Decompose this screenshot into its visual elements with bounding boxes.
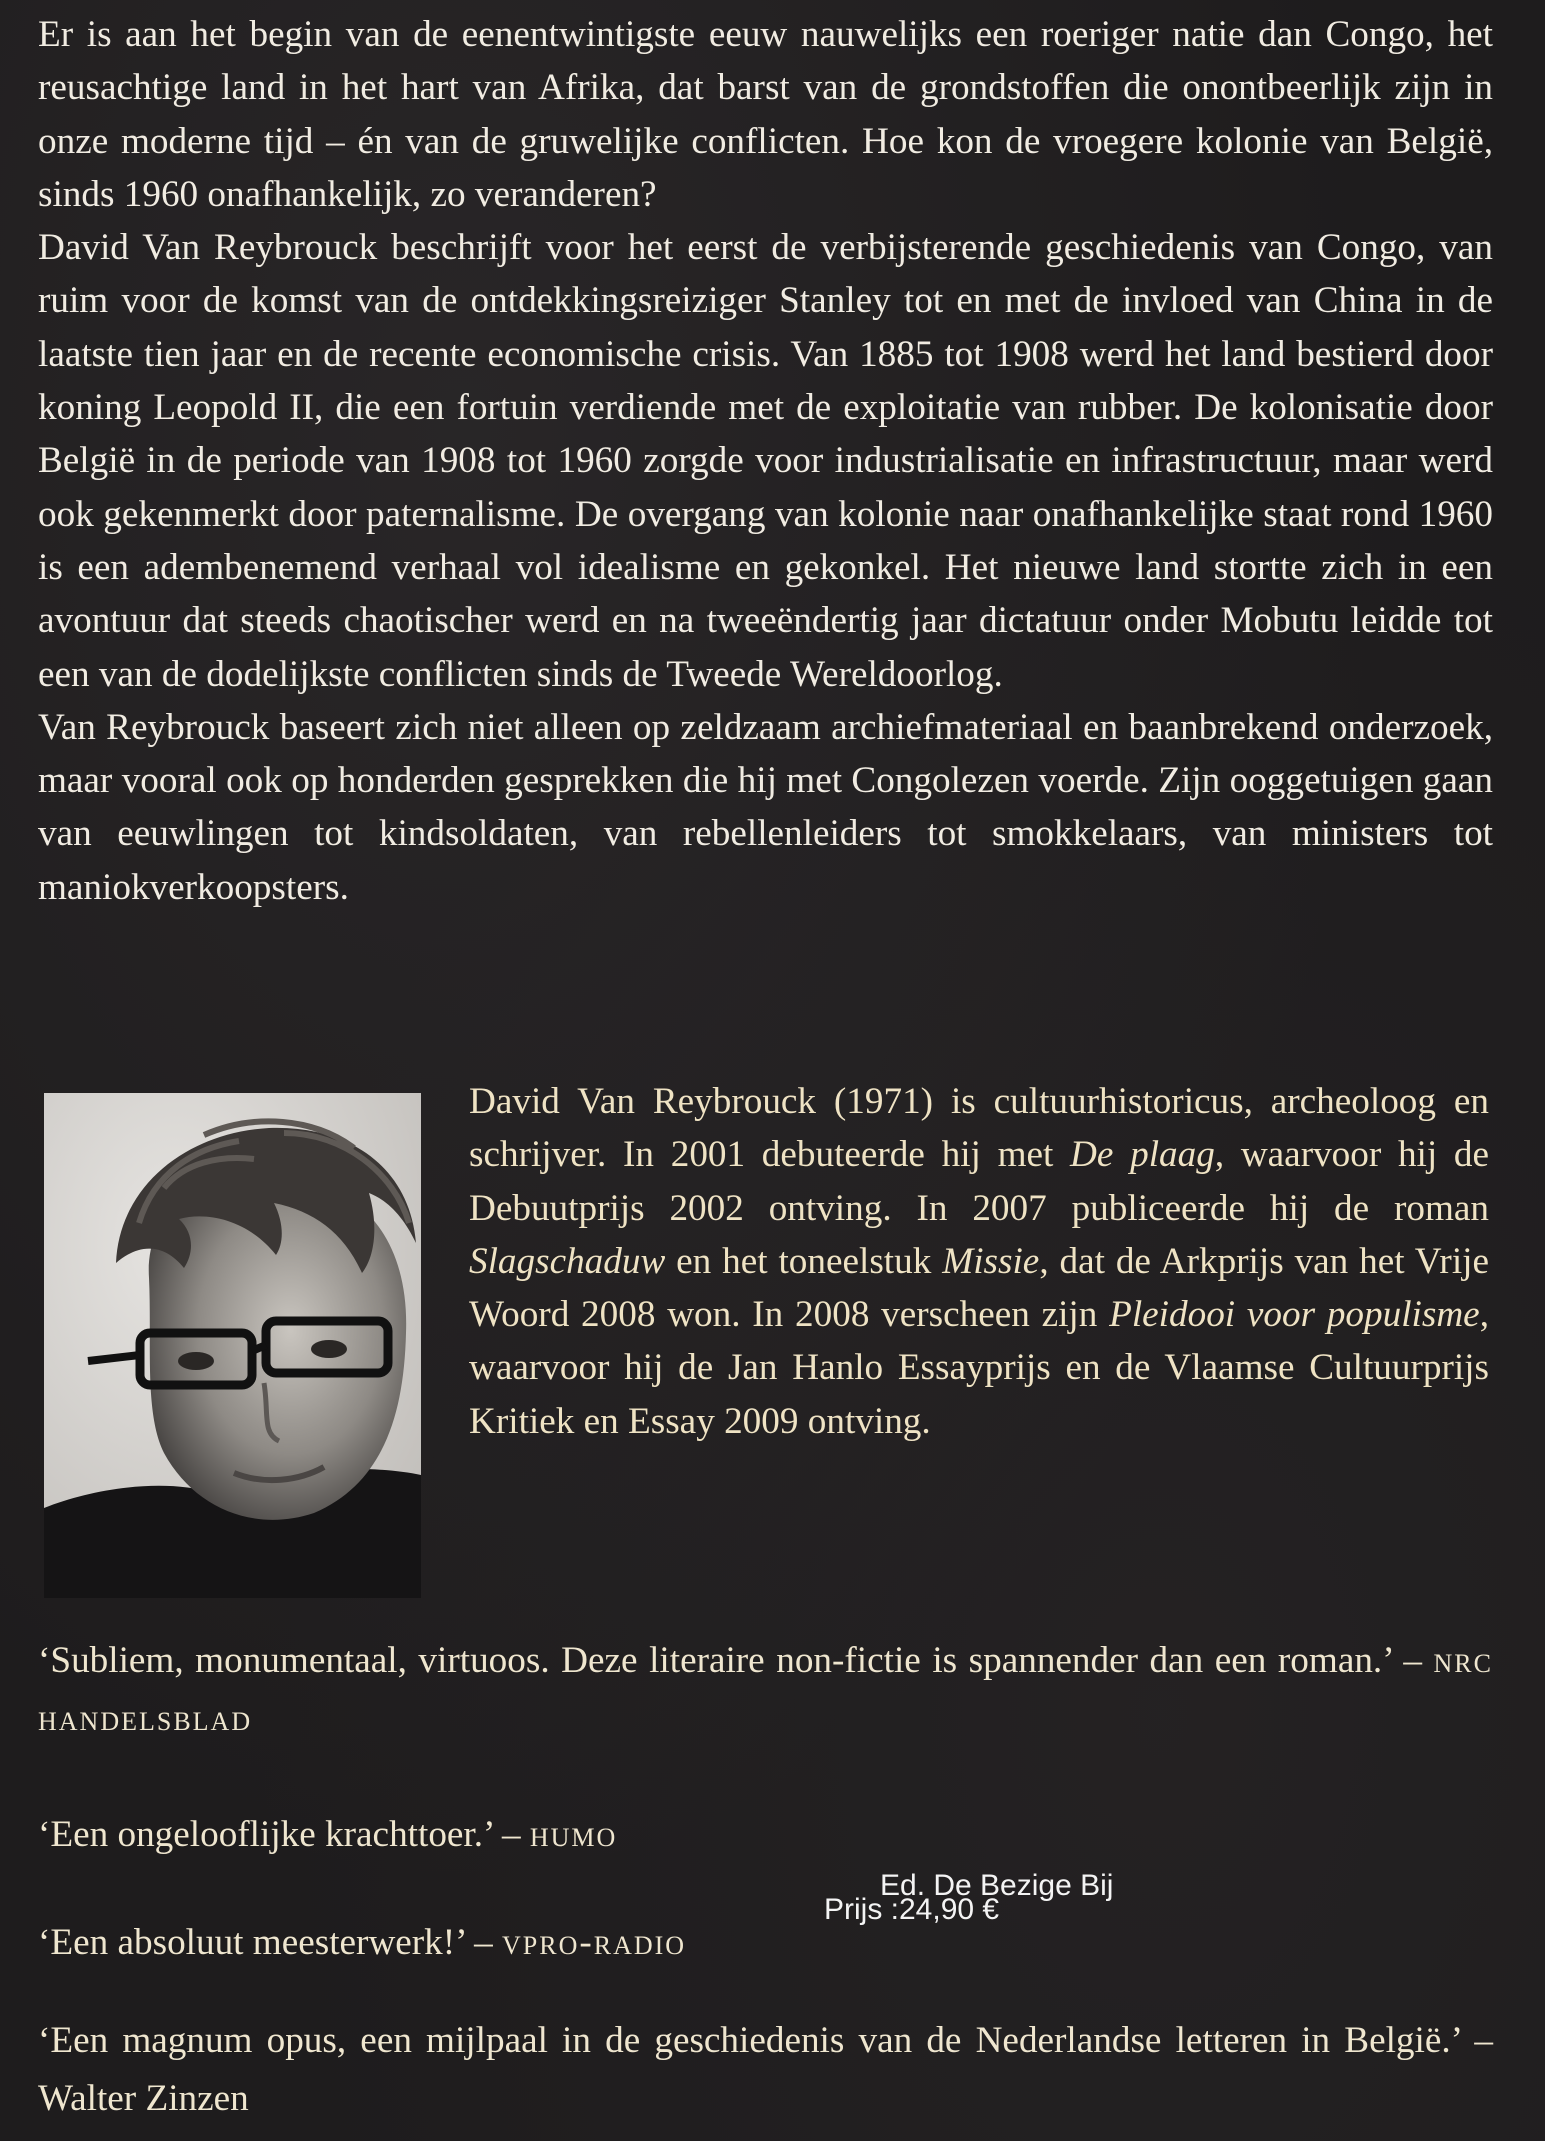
quote-source: humo xyxy=(529,1814,618,1855)
price-sticker-text: Prijs :24,90 € xyxy=(824,1893,1000,1926)
review-quote-1 xyxy=(38,1632,1493,1748)
publisher-sticker-text: Ed. De Bezige Bij xyxy=(880,1869,1114,1902)
quote-text: ‘Een absoluut meesterwerk!’ – xyxy=(38,1922,502,1963)
play-title-missie: Missie xyxy=(942,1240,1040,1282)
bio-text-1: David Van Reybrouck (1971) is cultuurhistoricus, archeoloog en schrijver. In 2001 debuteerde hij met xyxy=(469,1081,1489,1176)
quote-source: vpro-radio xyxy=(501,1922,687,1963)
blurb-paragraph-2: David Van Reybrouck beschrijft voor het eerst de verbijsterende geschiedenis van Congo, van ruim voor de komst van de ontdekkingsreiziger Stanley tot en met de invloed van China in de laatste tien jaar en de recente economische crisis. Van 1885 tot 1908 werd het land bestierd door koning Leopold II, die een fortuin verdiende met de exploitatie van rubber. De kolonisatie door België in de periode van 1908 tot 1960 zorgde voor industrialisatie en infrastructuur, maar werd ook gekenmerkt door paternalisme. De overgang van kolonie naar onafhankelijke staat rond 1960 is een adembenemend verhaal vol idealisme en gekonkel. Het nieuwe land stortte zich in een avontuur dat steeds chaotischer werd en na tweeëndertig jaar dictatuur onder Mobutu leidde tot een van de dodelijkste conflicten sinds de Tweede Wereldoorlog. xyxy=(38,227,1493,695)
quote-text: ‘Een ongelooflijke krachttoer.’ – xyxy=(38,1814,530,1855)
author-photo xyxy=(44,1093,421,1598)
bio-text-4: , dat de Arkprijs van het Vrije Woord 2008 won. In 2008 verscheen zijn xyxy=(469,1240,1489,1336)
blurb-text xyxy=(38,8,1493,914)
review-quote-3 xyxy=(38,1914,1493,1972)
quote-text: ‘Subliem, monumentaal, virtuoos. Deze literaire non-fictie is spannender dan een roman.’ – xyxy=(38,1640,1434,1681)
review-quote-2 xyxy=(38,1806,1493,1864)
blurb-paragraph-3: Van Reybrouck baseert zich niet alleen op zeldzaam archiefmateriaal en baanbrekend onderzoek, maar vooral ook op honderden gesprekken die hij met Congolezen voerde. Zijn ooggetuigen gaan van eeuwlingen tot kindsoldaten, van rebellenleiders tot smokkelaars, van ministers tot maniokverkoopsters. xyxy=(38,706,1493,908)
author-bio xyxy=(469,1075,1489,1448)
blurb-paragraph-1: Er is aan het begin van de eenentwintigste eeuw nauwelijks een roeriger natie dan Congo, het reusachtige land in het hart van Afrika, dat barst van de grondstoffen die onontbeerlijk zijn in onze moderne tijd – én van de gruwelijke conflicten. Hoe kon de vroegere kolonie van België, sinds 1960 onafhankelijk, zo veranderen? xyxy=(38,14,1493,215)
bio-text-2: , waarvoor hij de Debuutprijs 2002 ontving. In 2007 publiceerde hij de roman xyxy=(469,1134,1489,1229)
quote-source: Walter Zinzen xyxy=(38,2078,249,2119)
bio-text-3: en het toneelstuk xyxy=(665,1240,943,1282)
quote-source: nrc handelsblad xyxy=(38,1640,1493,1739)
quote-text: ‘Een magnum opus, een mijlpaal in de geschiedenis van de Nederlandse letteren in België.’ – xyxy=(38,2020,1493,2061)
review-quote-4 xyxy=(38,2012,1493,2128)
book-title-de-plaag: De plaag xyxy=(1070,1134,1215,1176)
author-portrait-image xyxy=(44,1093,421,1598)
bio-text-5: , waarvoor hij de Jan Hanlo Essayprijs en de Vlaamse Cultuurprijs Kritiek en Essay 2009 ontving. xyxy=(469,1294,1489,1442)
book-title-slagschaduw: Slagschaduw xyxy=(469,1240,666,1282)
book-title-pleidooi: Pleidooi voor populisme xyxy=(1109,1294,1480,1336)
